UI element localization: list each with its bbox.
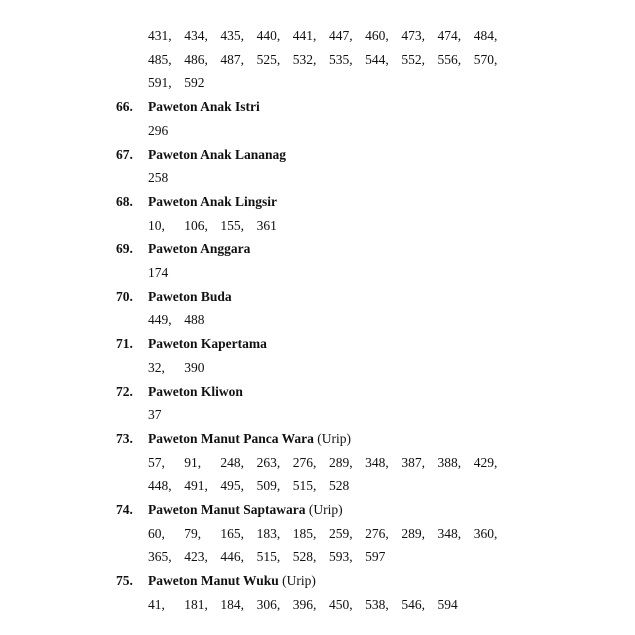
page-number: 289, [401,525,425,541]
page-number-row [0,310,635,330]
page-number: 440, [256,28,281,43]
index-entry-heading [0,239,635,259]
page-number-row [0,121,635,141]
page-number-row [0,524,635,544]
entry-number: 75. [116,573,133,589]
page-number: 594 [437,596,458,612]
page-number: 306, [256,596,281,612]
entry-title: Paweton Anak Lingsir [148,193,278,209]
page-number: 106, [184,217,208,233]
entry-number: 72. [116,383,133,399]
entry-title: Paweton Manut Wuku [148,573,279,589]
page-number: 348, [437,525,462,541]
index-entry-heading [0,287,635,307]
page-number: 535, [328,51,353,67]
page-number: 434, [184,28,208,43]
page-number: 528, [292,549,317,565]
page-number: 396, [292,596,317,612]
page-number: 165, [220,525,244,541]
index-entry-heading [0,500,635,520]
page-number: 387, [401,454,425,470]
page-number: 276, [365,525,389,541]
page-number: 431, [148,28,172,43]
page-number-row [0,453,635,473]
page-number-row [0,50,635,70]
page-number: 91, [184,454,202,470]
page-number: 485, [148,51,172,67]
page-number: 484, [473,28,498,43]
entry-number: 66. [116,99,133,115]
page-number: 592 [184,75,205,91]
page-number: 488 [184,312,205,328]
page-number: 429, [473,454,498,470]
page-number: 276, [292,454,317,470]
page-number-row [0,216,635,236]
entry-title-line [148,571,316,591]
page-number: 248, [220,454,244,470]
page-number: 348, [365,454,389,470]
page-number: 360, [473,525,498,541]
entry-number: 67. [116,146,133,162]
page-number: 435, [220,28,244,43]
page-number: 509, [256,478,281,494]
page-number-row [0,168,635,188]
page-number: 423, [184,549,208,565]
page-number: 183, [256,525,281,541]
page-number: 296 [148,122,169,138]
page-number-row [0,595,635,615]
page-number: 532, [292,51,317,67]
page-number: 10, [148,217,165,233]
page-number: 184, [220,596,244,612]
page-number-row [0,476,635,496]
page-number: 556, [437,51,462,67]
page-number: 544, [365,51,389,67]
page-number: 546, [401,596,425,612]
page-number: 258 [148,170,169,186]
page-number: 259, [328,525,353,541]
entry-number: 71. [116,336,133,352]
page-number-row [0,26,635,46]
page-number: 515, [292,478,317,494]
entry-number: 68. [116,193,133,209]
page-number: 525, [256,51,281,67]
page-number: 487, [220,51,244,67]
page-number: 450, [328,596,353,612]
entry-title-line [148,429,351,449]
page-number-row [0,405,635,425]
index-entry-heading [0,382,635,402]
page-number: 460, [365,28,389,43]
page-number: 448, [148,478,172,494]
page-number: 473, [401,28,425,43]
entry-number: 74. [116,502,133,517]
page-number: 37 [148,407,162,423]
entry-title: Paweton Manut Panca Wara [148,430,314,446]
page-number: 446, [220,549,244,565]
page-number: 515, [256,549,281,565]
page-number-row [0,358,635,378]
entry-title-suffix: (Urip) [305,502,343,517]
page-number: 41, [148,596,165,612]
page-number: 495, [220,478,244,494]
page-number: 528 [328,478,350,494]
page-number: 441, [292,28,317,43]
page-number: 552, [401,51,425,67]
index-entry-heading [0,97,635,117]
entry-title: Paweton Anggara [148,241,251,257]
page-number: 174 [148,265,169,280]
page-number: 538, [365,596,389,612]
page-number: 474, [437,28,462,43]
entry-title-suffix: (Urip) [278,573,316,589]
entry-title-line [148,145,286,165]
page-number: 365, [148,549,172,565]
index-entry-heading [0,145,635,165]
page-number: 361 [256,217,277,233]
page-number: 185, [292,525,317,541]
entry-title: Paweton Buda [148,288,232,304]
page-number: 486, [184,51,208,67]
page-number-row [0,263,635,283]
entry-title-line [148,382,243,402]
entry-title-line [148,334,267,354]
index-entry-heading [0,192,635,212]
page-number: 447, [328,28,353,43]
entry-number: 69. [116,241,133,257]
page-number: 593, [328,549,353,565]
entry-title-line [148,239,250,259]
entry-title-suffix: (Urip) [313,430,351,446]
page-number: 597 [365,549,386,565]
page-number: 388, [437,454,462,470]
entry-title: Paweton Anak Lananag [148,146,287,162]
index-entry-heading [0,429,635,449]
entry-title: Paweton Anak Istri [148,99,260,115]
page-number: 32, [148,359,165,375]
page-number: 449, [148,312,172,328]
entry-title-line [148,97,260,117]
page-number: 79, [184,525,202,541]
index-entry-heading [0,571,635,591]
page-number: 491, [184,478,208,494]
page-number: 57, [148,454,165,470]
page-number: 289, [328,454,353,470]
entry-title: Paweton Manut Saptawara [148,502,306,517]
index-entry-heading [0,334,635,354]
page-number: 390 [184,359,205,375]
entry-title: Paweton Kapertama [148,336,267,352]
page-number: 60, [148,525,165,541]
entry-title-line [148,287,232,307]
page-number-row [0,547,635,567]
page-number-row [0,73,635,93]
page-number: 181, [184,596,208,612]
page-number: 263, [256,454,281,470]
entry-title: Paweton Kliwon [148,383,243,399]
entry-number: 70. [116,288,133,304]
page-number: 155, [220,217,244,233]
entry-number: 73. [116,430,133,446]
page-number: 570, [473,51,498,67]
entry-title-line [148,500,343,520]
entry-title-line [148,192,277,212]
page-number: 591, [148,75,172,91]
